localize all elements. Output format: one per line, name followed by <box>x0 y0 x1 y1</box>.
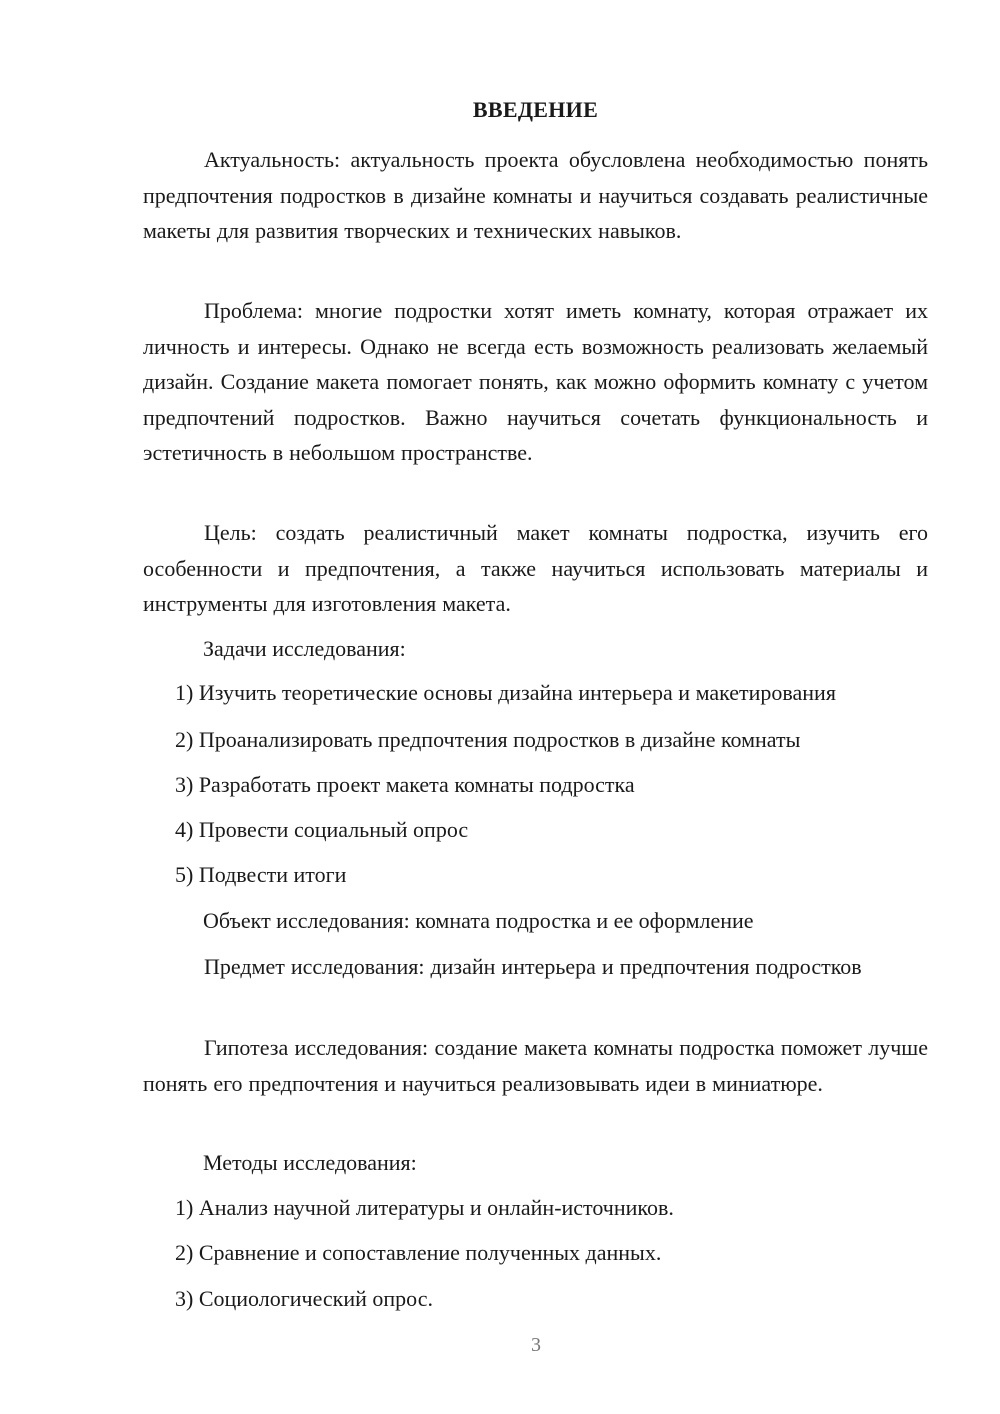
hypothesis-paragraph: Гипотеза исследования: создание макета комнаты подростка поможет лучше понять его предпочтения и научиться реализовывать идеи в миниатюре. <box>143 1035 928 1096</box>
method-item: 2) Сравнение и сопоставление полученных данных. <box>175 1240 662 1265</box>
subject-paragraph: Предмет исследования: дизайн интерьера и предпочтения подростков <box>204 954 862 979</box>
page-number: 3 <box>531 1334 541 1356</box>
tasks-heading: Задачи исследования: <box>203 636 406 661</box>
problem-paragraph: Проблема: многие подростки хотят иметь комнату, которая отражает их личность и интересы. Однако не всегда есть возможность реализовать желаемый дизайн. Создание макета помогает понять, как можно оформить комнату с учетом предпочтений подростков. Важно научиться сочетать функциональность и эстетичность в небольшом пространстве. <box>143 298 928 465</box>
method-item: 1) Анализ научной литературы и онлайн-источников. <box>175 1195 674 1220</box>
relevance-paragraph: Актуальность: актуальность проекта обусловлена необходимостью понять предпочтения подростков в дизайне комнаты и научиться создавать реалистичные макеты для развития творческих и технических навыков. <box>143 147 928 243</box>
method-item: 3) Социологический опрос. <box>175 1286 433 1311</box>
task-item: 3) Разработать проект макета комнаты подростка <box>175 772 635 797</box>
task-item: 1) Изучить теоретические основы дизайна интерьера и макетирования <box>175 680 836 705</box>
goal-paragraph: Цель: создать реалистичный макет комнаты подростка, изучить его особенности и предпочтения, а также научиться использовать материалы и инструменты для изготовления макета. <box>143 520 928 616</box>
task-item: 2) Проанализировать предпочтения подростков в дизайне комнаты <box>175 727 801 752</box>
task-item: 5) Подвести итоги <box>175 862 347 887</box>
methods-heading: Методы исследования: <box>203 1150 417 1175</box>
object-paragraph: Объект исследования: комната подростка и ее оформление <box>203 908 754 933</box>
section-heading: ВВЕДЕНИЕ <box>472 97 599 122</box>
task-item: 4) Провести социальный опрос <box>175 817 469 842</box>
